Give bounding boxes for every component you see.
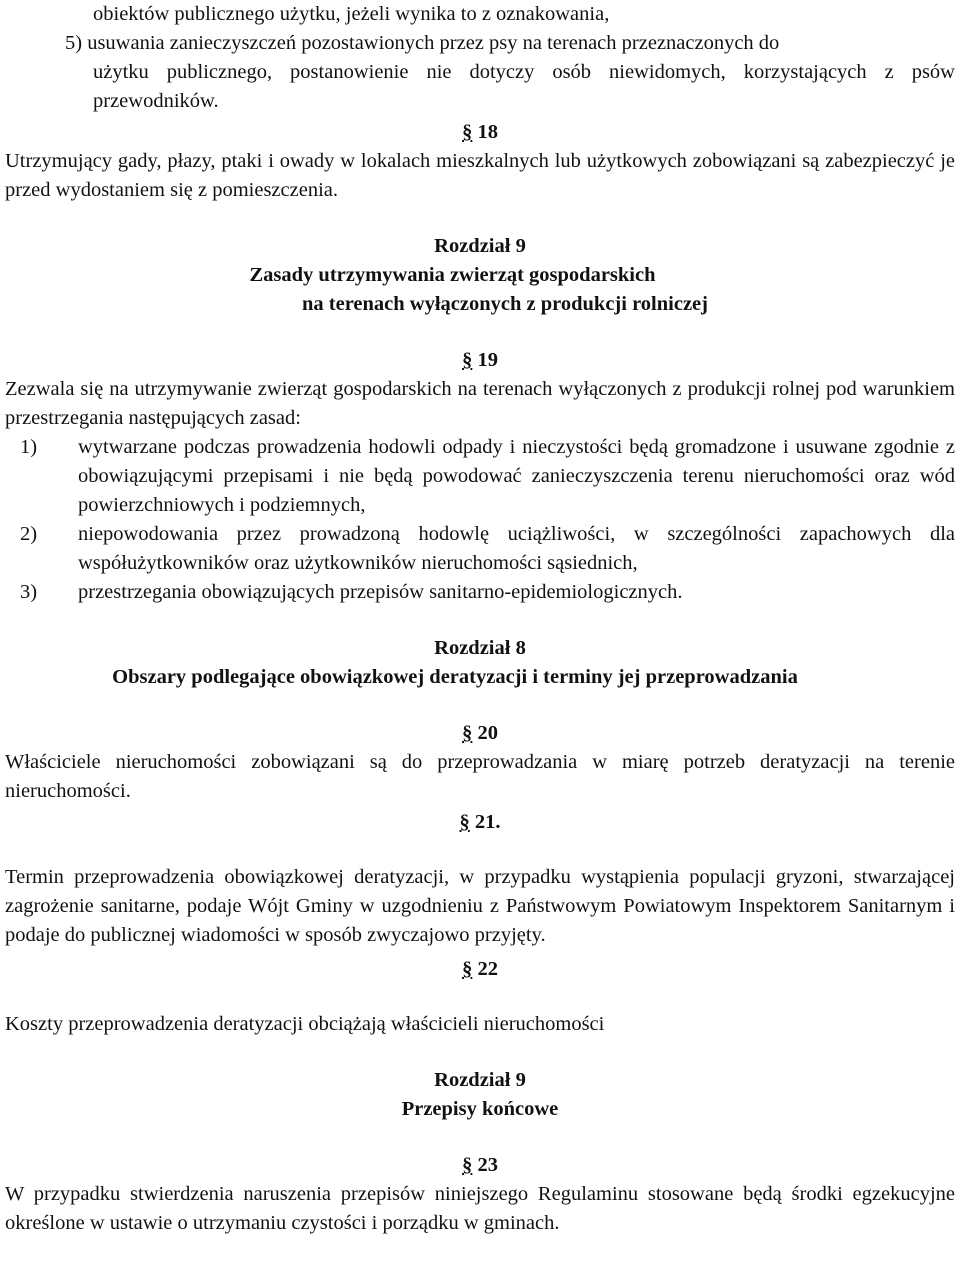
paragraph-18-heading [5,118,955,147]
item5-line: 5) usuwania zanieczyszczeń pozostawionych przez psy na terenach przeznaczonych do [65,32,780,54]
list-item-text: przestrzegania obowiązujących przepisów sanitarno-epidemiologicznych. [78,581,683,603]
list-item [5,520,955,578]
list-item-text: wytwarzane podczas prowadzenia hodowli odpady i nieczystości będą gromadzone i usuwane zgodnie z obowiązującymi przepisami i nie będą powodować zanieczyszczenia terenu nieruchomości oraz wód powierzchniowych i podziemnych, [78,436,955,516]
list-item-text: niepowodowania przez prowadzoną hodowlę uciążliwości, w szczególności zapachowych dla współużytkowników oraz użytkowników nieruchomości sąsiednich, [78,523,955,574]
paragraph-number: 22 [472,958,498,980]
paragraph-number: 23 [472,1154,498,1176]
section-sign: § [459,811,470,833]
paragraph-23-text: W przypadku stwierdzenia naruszenia przepisów niniejszego Regulaminu stosowane będą środki egzekucyjne określone w ustawie o utrzymaniu czystości i porządku w gminach. [5,1183,955,1234]
section-sign: § [462,349,473,371]
list-item [5,433,955,520]
list-item [5,578,955,607]
paragraph-number: 19 [472,349,498,371]
paragraph-19-list [5,433,955,607]
item5-continuation: użytku publicznego, postanowienie nie dotyczy osób niewidomych, korzystających z psów przewodników. [93,61,955,112]
section-sign: § [462,722,473,744]
paragraph-number: 20 [472,722,498,744]
paragraph-22-text: Koszty przeprowadzenia deratyzacji obciążają właścicieli nieruchomości [5,1013,605,1035]
paragraph-21-text: Termin przeprowadzenia obowiązkowej deratyzacji, w przypadku wystąpienia populacji gryzoni, stwarzającej zagrożenie sanitarne, podaje Wójt Gminy w uzgodnieniu z Państwowym Powiatowym Inspektorem Sanitarnym i podaje do publicznej wiadomości w sposób zwyczajowo przyjęty. [5,866,955,946]
chapter-9-title-line2: na terenach wyłączonych z produkcji rolniczej [302,293,708,315]
section-sign: § [462,958,473,980]
item4-continuation: obiektów publicznego użytku, jeżeli wynika to z oznakowania, [93,3,610,25]
paragraph-number: 18 [472,121,498,143]
list-item-number: 1) [20,436,38,458]
paragraph-19-heading [5,346,955,375]
chapter-9-label: Rozdział 9 [434,235,526,257]
document-page [5,0,955,1238]
section-sign: § [462,121,473,143]
chapter-9b-label: Rozdział 9 [434,1069,526,1091]
chapter-8-label: Rozdział 8 [434,637,526,659]
paragraph-21-heading [5,808,955,837]
paragraph-20-heading [5,719,955,748]
paragraph-19-intro: Zezwala się na utrzymywanie zwierząt gospodarskich na terenach wyłączonych z produkcji rolnej pod warunkiem przestrzegania następujących zasad: [5,378,955,429]
paragraph-23-heading [5,1151,955,1180]
list-item-number: 3) [20,581,38,603]
paragraph-number: 21. [469,811,501,833]
chapter-9b-title: Przepisy końcowe [401,1098,559,1120]
chapter-9-title-line1: Zasady utrzymywania zwierząt gospodarskich [249,264,656,286]
paragraph-18-text: Utrzymujący gady, płazy, ptaki i owady w lokalach mieszkalnych lub użytkowych zobowiązani są zabezpieczyć je przed wydostaniem się z pomieszczenia. [5,150,955,201]
chapter-8-title: Obszary podlegające obowiązkowej deratyzacji i terminy jej przeprowadzania [112,666,798,688]
list-item-number: 2) [20,523,38,545]
paragraph-20-text: Właściciele nieruchomości zobowiązani są do przeprowadzania w miarę potrzeb deratyzacji na terenie nieruchomości. [5,751,955,802]
section-sign: § [462,1154,473,1176]
paragraph-22-heading [5,955,955,984]
